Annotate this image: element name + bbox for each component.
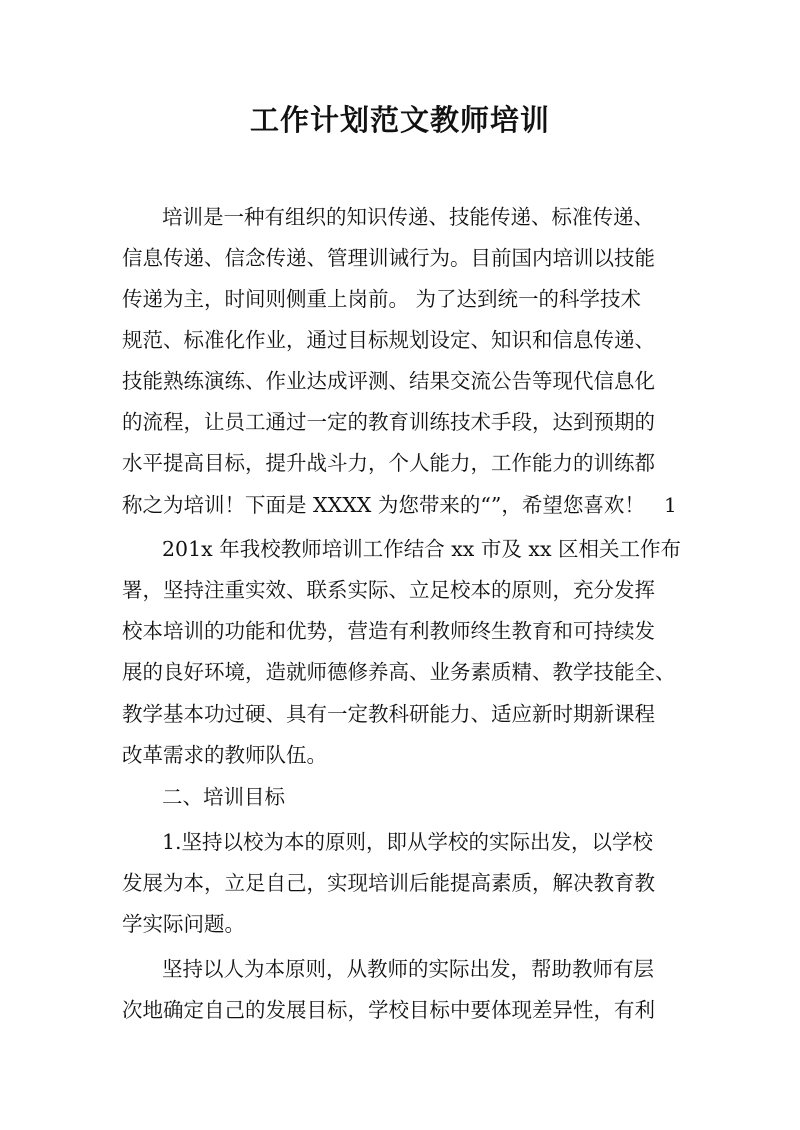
text-line: 培训是一种有组织的知识传递、技能传递、标准传递、 (162, 205, 654, 229)
text-line: 学实际问题。 (122, 912, 245, 936)
text-line: 发展为本，立足自己，实现培训后能提高素质，解决教育教 (122, 871, 655, 895)
text-line: 改革需求的教师队伍。 (122, 743, 327, 767)
text-line: 教学基本功过硬、具有一定教科研能力、适应新时期新课程 (122, 702, 655, 726)
text-line: 水平提高目标，提升战斗力，个人能力，工作能力的训练都 (122, 451, 655, 475)
section-heading: 二、培训目标 (162, 785, 285, 809)
text-line: 传递为主，时间则侧重上岗前。 为了达到统一的科学技术 (122, 287, 642, 311)
document-title: 工作计划范文教师培训 (249, 103, 550, 137)
text-line: 技能熟练演练、作业达成评测、结果交流公告等现代信息化 (122, 369, 655, 393)
text-line: 署，坚持注重实效、联系实际、立足校本的原则，充分发挥 (122, 578, 655, 602)
text-line: 1.坚持以校为本的原则，即从学校的实际出发，以学校 (162, 830, 654, 854)
text-line: 信息传递、信念传递、管理训诫行为。目前国内培训以技能 (122, 246, 655, 270)
text-line: 201x 年我校教师培训工作结合 xx 市及 xx 区相关工作布 (162, 537, 682, 561)
text-line: 展的良好环境，造就师德修养高、业务素质精、教学技能全、 (122, 660, 676, 684)
page-marker: 1 (664, 493, 677, 517)
text-line: 的流程，让员工通过一定的教育训练技术手段，达到预期的 (122, 410, 655, 434)
text-line: 校本培训的功能和优势，营造有利教师终生教育和可持续发 (122, 619, 655, 643)
text-line: 次地确定自己的发展目标，学校目标中要体现差异性，有利 (122, 998, 655, 1022)
text-line: 坚持以人为本原则，从教师的实际出发，帮助教师有层 (162, 957, 654, 981)
text-line: 规范、标准化作业，通过目标规划设定、知识和信息传递、 (122, 328, 655, 352)
text-line: 称之为培训！下面是 XXXX 为您带来的“”，希望您喜欢！ (122, 493, 645, 517)
